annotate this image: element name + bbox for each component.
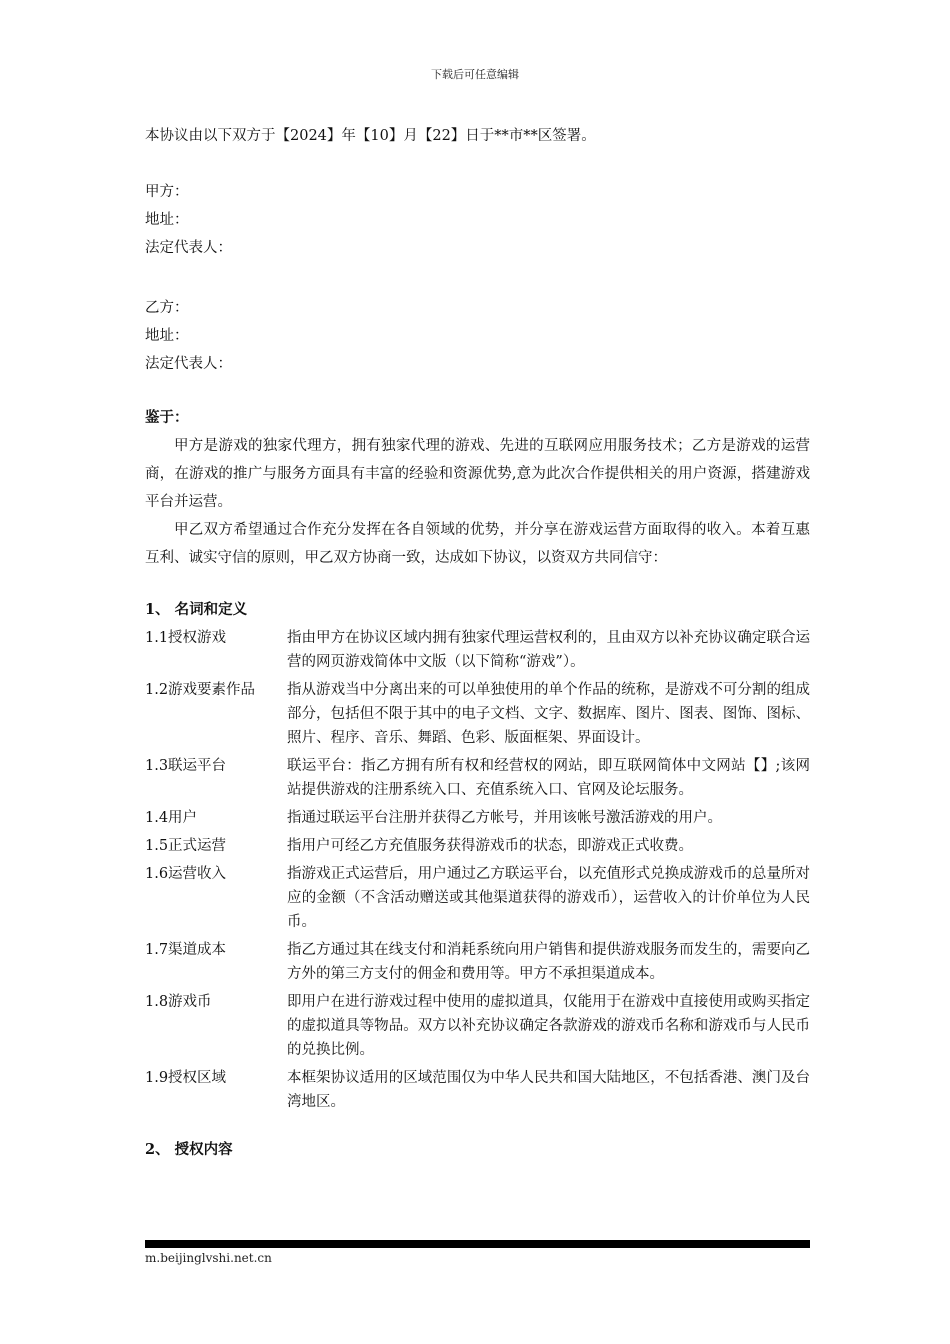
intro-line: 本协议由以下双方于【2024】年【10】月【22】日于**市**区签署。: [145, 128, 596, 144]
definition-text: 指从游戏当中分离出来的可以单独使用的单个作品的统称，是游戏不可分割的组成部分，包括但不限于其中的电子文档、文字、数据库、图片、图表、图饰、图标、照片、程序、音乐、舞蹈、色彩、版面框架、界面设计。: [287, 682, 810, 746]
section-2-heading: 2、 授权内容: [145, 1141, 233, 1158]
definition-text: 指乙方通过其在线支付和消耗系统向用户销售和提供游戏服务而发生的，需要向乙方外的第三方支付的佣金和费用等。甲方不承担渠道成本。: [287, 942, 810, 982]
definition-text: 指用户可经乙方充值服务获得游戏币的状态，即游戏正式收费。: [287, 838, 693, 854]
header-note: 下载后可任意编辑: [431, 68, 519, 81]
spacer: [145, 150, 810, 178]
whereas-heading: 鉴于：: [145, 409, 189, 426]
definition-term: 1.4用户: [145, 810, 198, 826]
definition-term: 1.7渠道成本: [145, 942, 227, 958]
definition-term: 1.8游戏币: [145, 994, 212, 1010]
definition-item: [145, 754, 810, 802]
definition-item: [145, 806, 810, 830]
definition-text: 联运平台：指乙方拥有所有权和经营权的网站，即互联网简体中文网站【】;该网站提供游戏的注册系统入口、充值系统入口、官网及论坛服务。: [287, 758, 810, 798]
definition-text: 即用户在进行游戏过程中使用的虚拟道具，仅能用于在游戏中直接使用或购买指定的虚拟道具等物品。双方以补充协议确定各款游戏的游戏币名称和游戏币与人民币的兑换比例。: [287, 994, 810, 1058]
definition-text: 本框架协议适用的区域范围仅为中华人民共和国大陆地区，不包括香港、澳门及台湾地区。: [287, 1070, 810, 1110]
party-b-rep-label: 法定代表人：: [145, 356, 232, 372]
footer-url: m.beijinglvshi.net.cn: [145, 1251, 272, 1265]
definition-text: 指游戏正式运营后，用户通过乙方联运平台，以充值形式兑换成游戏币的总量所对应的金额（不含活动赠送或其他渠道获得的游戏币），运营收入的计价单位为人民币。: [287, 866, 810, 930]
definition-item: [145, 938, 810, 986]
definition-term: 1.3联运平台: [145, 758, 227, 774]
whereas-paragraph-1: 甲方是游戏的独家代理方，拥有独家代理的游戏、先进的互联网应用服务技术；乙方是游戏的运营商，在游戏的推广与服务方面具有丰富的经验和资源优势,意为此次合作提供相关的用户资源，搭建游戏平台并运营。: [145, 438, 810, 510]
spacer: [145, 572, 810, 598]
party-a-address-label: 地址：: [145, 212, 189, 228]
document-body: [145, 122, 810, 1164]
definition-item: [145, 678, 810, 750]
definition-term: 1.5正式运营: [145, 838, 227, 854]
whereas-paragraph-2: 甲乙双方希望通过合作充分发挥在各自领域的优势，并分享在游戏运营方面取得的收入。本着互惠互利、诚实守信的原则，甲乙双方协商一致，达成如下协议，以资双方共同信守：: [145, 522, 810, 566]
definition-term: 1.1授权游戏: [145, 630, 227, 646]
definition-item: [145, 834, 810, 858]
spacer: [145, 378, 810, 404]
definition-term: 1.6运营收入: [145, 866, 227, 882]
definition-item: [145, 990, 810, 1062]
definition-text: 指通过联运平台注册并获得乙方帐号，并用该帐号激活游戏的用户。: [287, 810, 722, 826]
definition-term: 1.2游戏要素作品: [145, 682, 256, 698]
footer-divider: [145, 1240, 810, 1248]
section-1-heading: 1、 名词和定义: [145, 601, 248, 618]
spacer: [145, 1114, 810, 1136]
definition-item: [145, 862, 810, 934]
definition-item: [145, 1066, 810, 1114]
definition-text: 指由甲方在协议区域内拥有独家代理运营权利的，且由双方以补充协议确定联合运营的网页游戏简体中文版（以下简称“游戏”）。: [287, 630, 810, 670]
party-b-name-label: 乙方：: [145, 300, 189, 316]
party-a-rep-label: 法定代表人：: [145, 240, 232, 256]
party-a-name-label: 甲方：: [145, 184, 189, 200]
definitions-list: [145, 626, 810, 1114]
party-b-address-label: 地址：: [145, 328, 189, 344]
definition-term: 1.9授权区域: [145, 1070, 227, 1086]
definition-item: [145, 626, 810, 674]
spacer: [145, 262, 810, 294]
